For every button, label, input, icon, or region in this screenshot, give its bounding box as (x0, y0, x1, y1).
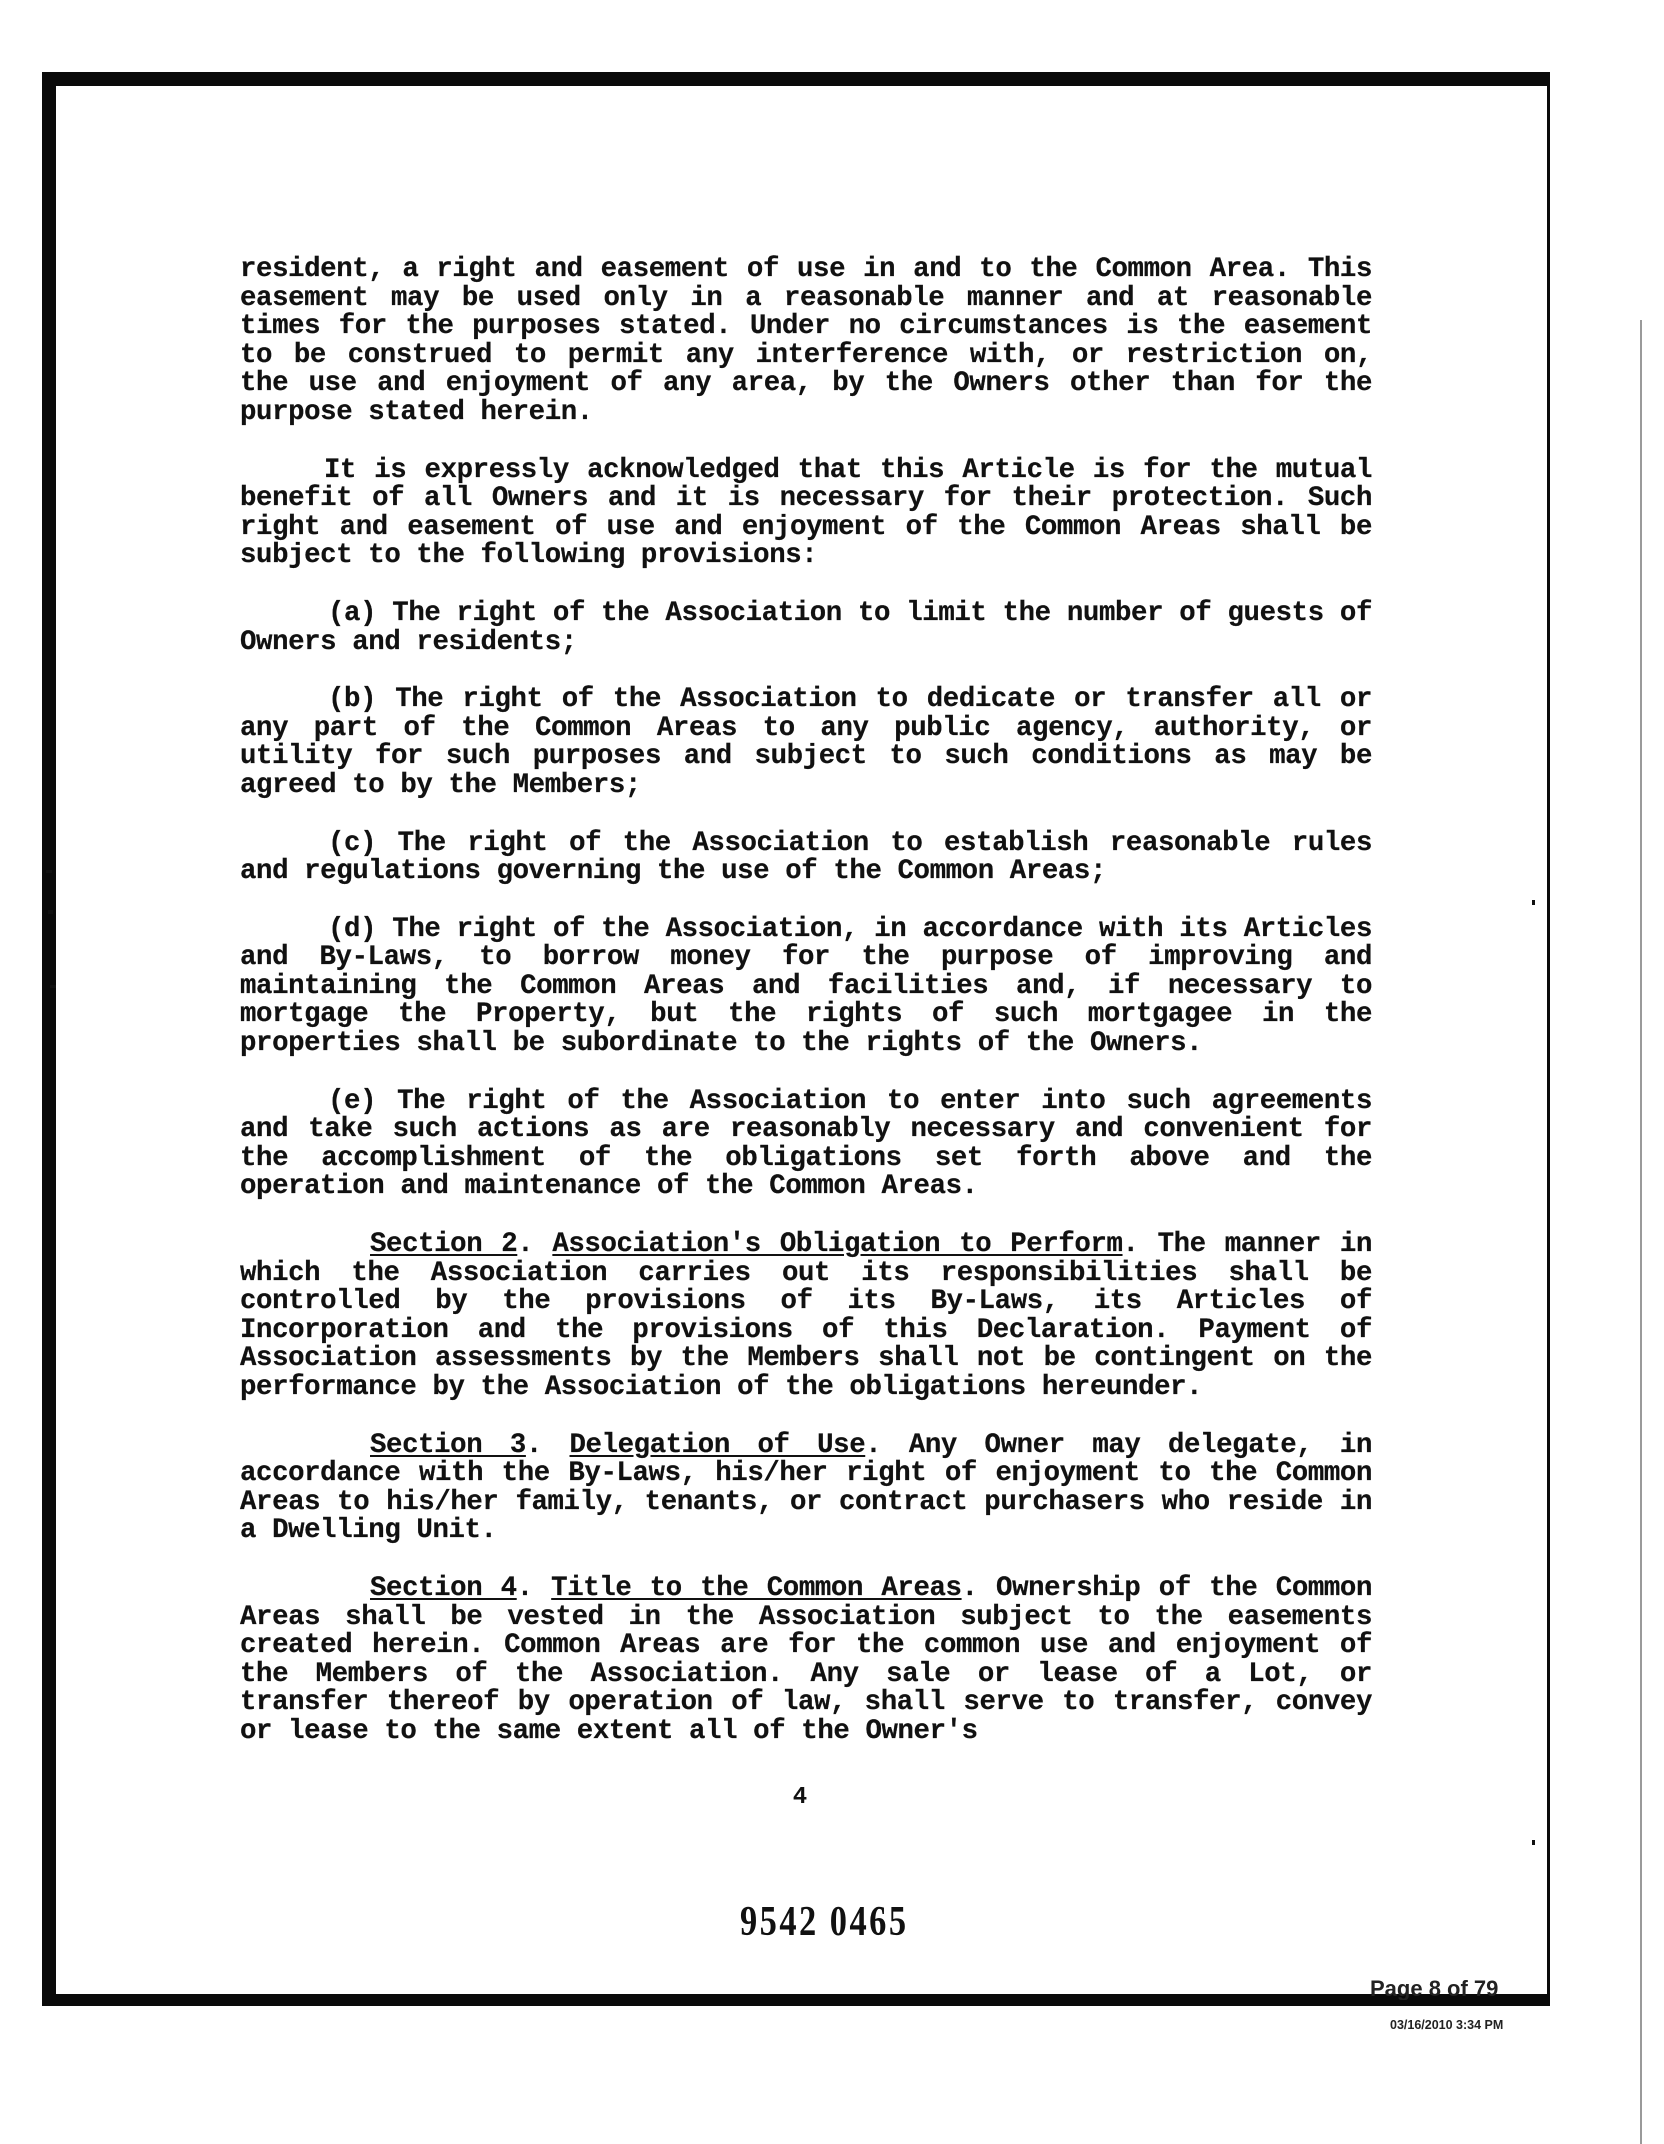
section-3-title: Delegation of Use (569, 1429, 866, 1461)
print-timestamp: 03/16/2010 3:34 PM (1390, 2018, 1504, 2032)
scan-speck (50, 985, 56, 988)
section-2: Section 2. Association's Obligation to Perform. The manner in which the Association carries out its responsibilities shall be controlled by the provisions of its By-Laws, its Articles of Incorporation and the provisions of this Declaration. Payment of Association assessments by the Members shall not be contingent on the performance by the Association of the obligations hereunder. (240, 1229, 1372, 1403)
section-3-number: Section 3 (370, 1429, 526, 1461)
scan-speck (46, 870, 52, 873)
scan-speck (1532, 1840, 1535, 1845)
document-body (240, 256, 1372, 1776)
section-3-body: Any Owner may delegate, in accordance with the By-Laws, his/her right of enjoyment to the Common Areas to his/her family, tenants, or contract purchasers who reside in a Dwelling Unit. (240, 1429, 1372, 1547)
section-4-body: Ownership of the Common Areas shall be vested in the Association subject to the easements created herein. Common Areas are for the common use and enjoyment of the Members of the Association. Any sale or lease of a Lot, or transfer thereof by operation of law, shall serve to transfer, convey or lease to the same extent all of the Owner's (240, 1572, 1373, 1747)
provision-e: (e) The right of the Association to enter into such agreements and take such actions as are reasonably necessary and convenient for the accomplishment of the obligations set forth above and the operation and maintenance of the Common Areas. (240, 1085, 1372, 1203)
provision-b: (b) The right of the Association to dedicate or transfer all or any part of the Common Areas to any public agency, authority, or utility for such purposes and subject to such conditions as may be agreed to by the Members; (240, 684, 1372, 801)
page-count-label: Page 8 of 79 (1370, 1976, 1499, 2000)
scan-speck (48, 910, 53, 914)
section-3: Section 3. Delegation of Use. Any Owner may delegate, in accordance with the By-Laws, his/her right of enjoyment to the Common Areas to his/her family, tenants, or contract purchasers who reside in a Dwelling Unit. (240, 1429, 1372, 1547)
page-number: 4 (792, 1784, 808, 1811)
provision-c: (c) The right of the Association to establish reasonable rules and regulations governing the use of the Common Areas; (240, 827, 1372, 888)
provision-d: (d) The right of the Association, in accordance with its Articles and By-Laws, to borrow money for the purpose of improving and maintaining the Common Areas and facilities and, if necessary to mortgage the Property, but the rights of such mortgagee in the properties shall be subordinate to the rights of the Owners. (240, 913, 1372, 1060)
provision-a: (a) The right of the Association to limit the number of guests of Owners and residents; (240, 597, 1372, 658)
section-2-title: Association's Obligation to Perform (552, 1229, 1123, 1261)
scan-edge-line (1640, 320, 1642, 2144)
scan-speck (1532, 900, 1535, 905)
section-4: Section 4. Title to the Common Areas. Ownership of the Common Areas shall be vested in the Association subject to the easements created herein. Common Areas are for the common use and enjoyment of the Members of the Association. Any sale or lease of a Lot, or transfer thereof by operation of law, shall serve to transfer, convey or lease to the same extent all of the Owner's (240, 1572, 1373, 1747)
section-2-number: Section 2 (370, 1229, 518, 1261)
paragraph-easement: resident, a right and easement of use in and to the Common Area. This easement may be used only in a reasonable manner and at reasonable times for the purposes stated. Under no circumstances is the easement to be construed to permit any interference with, or restriction on, the use and enjoyment of any area, by the Owners other than for the purpose stated herein. (240, 254, 1372, 428)
section-4-title: Title to the Common Areas (551, 1572, 962, 1604)
paragraph-acknowledgement: It is expressly acknowledged that this Article is for the mutual benefit of all Owners and it is necessary for their protection. Such right and easement of use and enjoyment of the Common Areas shall be subject to the following provisions: (240, 454, 1372, 572)
book-page-stamp: 9542 0465 (740, 1899, 909, 1945)
section-2-body: The manner in which the Association carries out its responsibilities shall be controlled by the provisions of its By-Laws, its Articles of Incorporation and the provisions of this Declaration. Payment of Association assessments by the Members shall not be contingent on the performance by the Association of the obligations hereunder. (240, 1229, 1372, 1403)
section-4-number: Section 4 (370, 1572, 517, 1604)
